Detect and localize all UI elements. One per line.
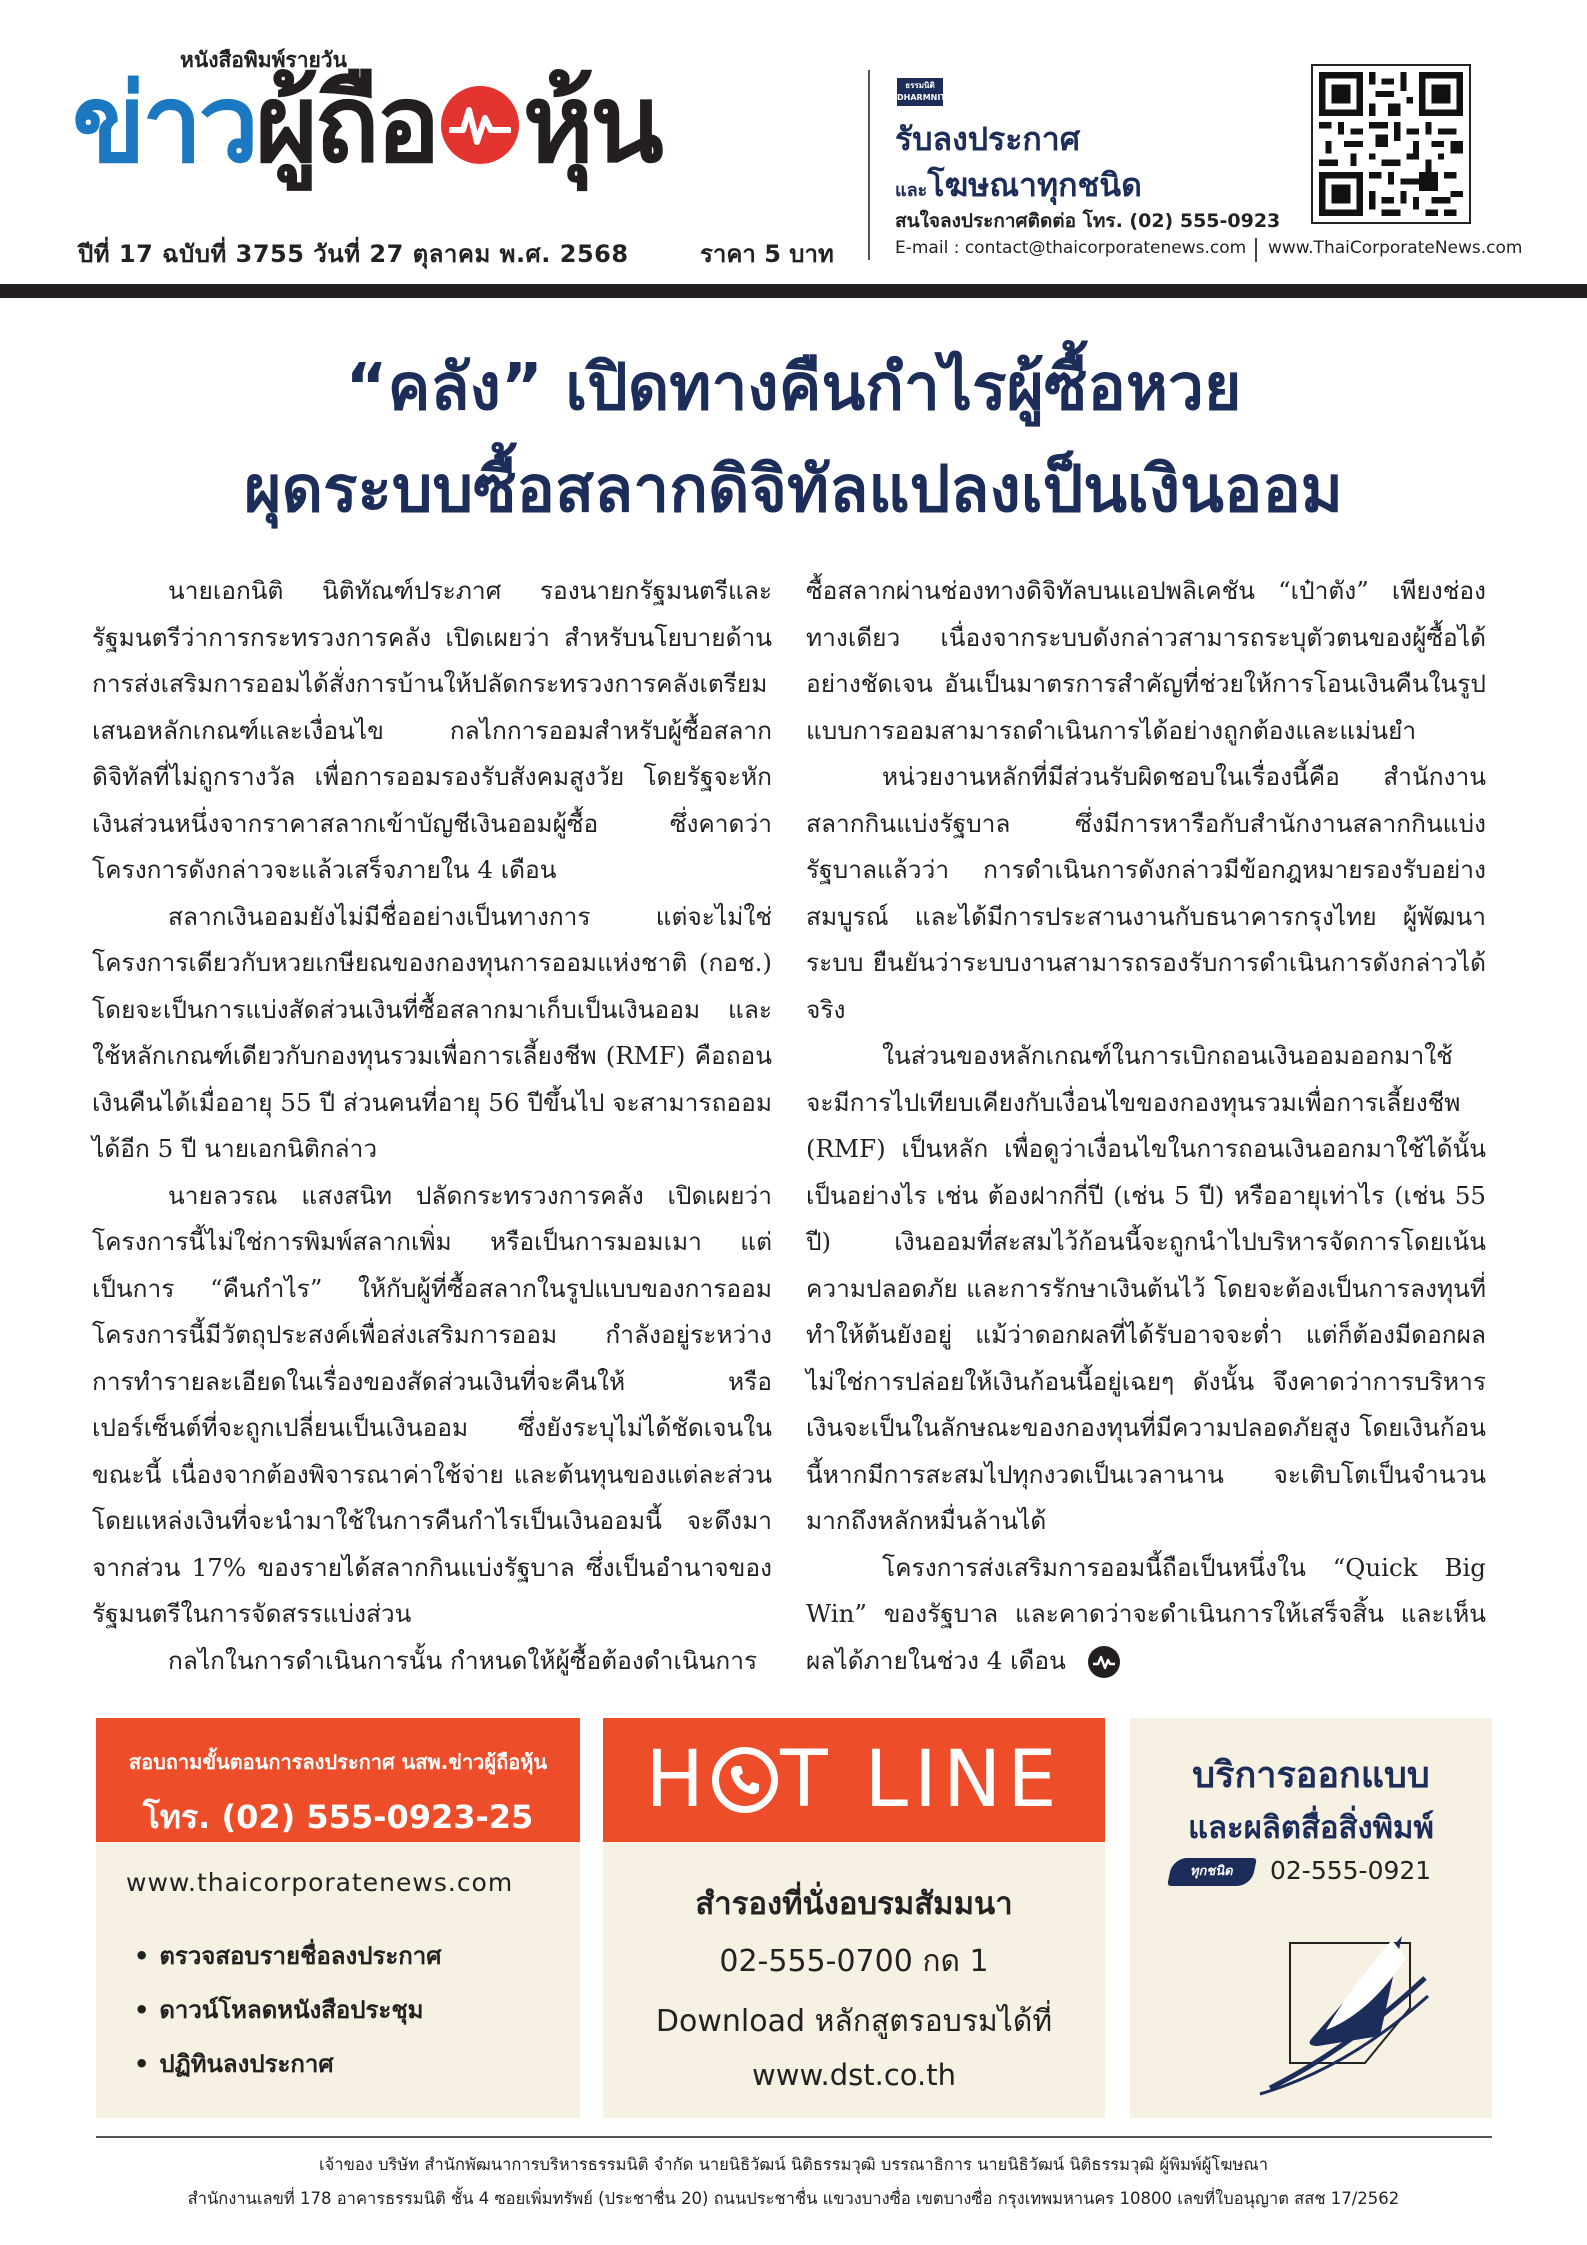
ad-service-title: รับลงประกาศ: [895, 120, 1081, 158]
masthead: [0, 0, 1587, 290]
article-final-text: โครงการส่งเสริมการออมนี้ถือเป็นหนึ่งใน “Quick Big Win” ของรัฐบาล และคาดว่าจะดำเนินการให้เสร็จสิ้น และเห็นผลได้ภายในช่วง 4 เดือน: [806, 1552, 1486, 1675]
logo-text-part1: ข่าว: [72, 61, 256, 187]
print-design-tag: ทุกชนิด: [1167, 1858, 1257, 1886]
article-paragraph: หน่วยงานหลักที่มีส่วนรับผิดชอบในเรื่องนี้คือ สำนักงานสลากกินแบ่งรัฐบาล ซึ่งมีการหารือกับสำนักงานสลากกินแบ่งรัฐบาลแล้วว่า การดำเนินการดังกล่าวมีข้อกฎหมายรองรับอย่างสมบูรณ์ และได้มีการประสานงานกับธนาคารกรุงไทย ผู้พัฒนาระบบ ยืนยันว่าระบบงานสามารถรองรับการดำเนินการดังกล่าวได้จริง: [806, 762, 1486, 1024]
hotline-letters-rest: T LINE: [780, 1735, 1063, 1825]
list-item-check-announcement: • ตรวจสอบรายชื่อลงประกาศ: [134, 1936, 441, 1975]
print-design-title: บริการออกแบบ: [1192, 1755, 1430, 1796]
printing-logo-icon: [1230, 1918, 1430, 2102]
article-column-right: [806, 568, 1486, 1684]
contact-separator: [1255, 238, 1257, 262]
masthead-rule: [0, 284, 1587, 298]
phone-icon: [712, 1747, 778, 1813]
dharmniti-logo: ธรรมนิติ DHARMNITI: [897, 78, 943, 106]
ad-box-announcement-phone[interactable]: โทร. (02) 555-0923-25: [142, 1798, 534, 1836]
newspaper-logo[interactable]: [72, 62, 660, 187]
ad-box-announcement: [96, 1718, 580, 2118]
hotline-letter-h: H: [645, 1735, 711, 1825]
footer-publisher-info: เจ้าของ บริษัท สำนักพัฒนาการบริหารธรรมนิติ จำกัด นายนิธิวัฒน์ นิติธรรมวุฒิ บรรณาธิการ นายนิธิวัฒน์ นิติธรรมวุฒิ ผู้พิมพ์ผู้โฆษณา: [319, 2155, 1268, 2174]
print-design-phone[interactable]: 02-555-0921: [1270, 1856, 1432, 1885]
footer-office-address: สำนักงานเลขที่ 178 อาคารธรรมนิติ ชั้น 4 ซอยเพิ่มทรัพย์ (ประชาชื่น 20) ถนนประชาชื่น แขวงบางซื่อ เขตบางซื่อ กรุงเทพมหานคร 10800 เลขที่ใบอนุญาต สสช 17/2562: [187, 2189, 1400, 2208]
article-paragraph: นายเอกนิติ นิติทัณฑ์ประภาศ รองนายกรัฐมนตรีและรัฐมนตรีว่าการกระทรวงการคลัง เปิดเผยว่า สำหรับนโยบายด้านการส่งเสริมการออมได้สั่งการบ้านให้ปลัดกระทรวงการคลังเตรียมเสนอหลักเกณฑ์และเงื่อนไข กลไกการออมสำหรับผู้ซื้อสลากดิจิทัลที่ไม่ถูกรางวัล เพื่อการออมรองรับสังคมสูงวัย โดยรัฐจะหักเงินส่วนหนึ่งจากราคาสลากเข้าบัญชีเงินออมผู้ซื้อ ซึ่งคาดว่าโครงการดังกล่าวจะแล้วเสร็จภายใน 4 เดือน: [92, 576, 772, 884]
logo-text-part3: หุ้น: [522, 61, 660, 187]
article-column-left: [92, 568, 772, 1684]
ad-service-and: และ: [895, 180, 928, 201]
ad-box-print-design: [1130, 1718, 1492, 2118]
ad-contact-website[interactable]: www.ThaiCorporateNews.com: [1268, 238, 1523, 258]
ad-service-all-types: โฆษณาทุกชนิด: [927, 166, 1142, 204]
article-paragraph-continuation: ซื้อสลากผ่านช่องทางดิจิทัลบนแอปพลิเคชัน “เป๋าตัง” เพียงช่องทางเดียว เนื่องจากระบบดังกล่าวสามารถระบุตัวตนของผู้ซื้อได้อย่างชัดเจน อันเป็นมาตรการสำคัญที่ช่วยให้การโอนเงินคืนในรูปแบบการออมสามารถดำเนินการได้อย่างถูกต้องและแม่นยำ: [806, 576, 1486, 745]
list-item-announcement-calendar: • ปฏิทินลงประกาศ: [134, 2044, 334, 2083]
ad-contact-phone: สนใจลงประกาศติดต่อ โทร. (02) 555-0923: [895, 210, 1281, 232]
ad-box-announcement-header: [96, 1718, 580, 1842]
ad-box-hotline: [603, 1718, 1105, 2118]
article-paragraph: สลากเงินออมยังไม่มีชื่ออย่างเป็นทางการ แต่จะไม่ใช่โครงการเดียวกับหวยเกษียณของกองทุนการออมแห่งชาติ (กอช.) โดยจะเป็นการแบ่งสัดส่วนเงินที่ซื้อสลากมาเก็บเป็นเงินออม และใช้หลักเกณฑ์เดียวกับกองทุนรวมเพื่อการเลี้ยงชีพ (RMF) คือถอนเงินคืนได้เมื่ออายุ 55 ปี ส่วนคนที่อายุ 56 ปีขึ้นไป จะสามารถออมได้อีก 5 ปี นายเอกนิติกล่าว: [92, 901, 772, 1163]
hotline-banner: [603, 1718, 1105, 1842]
ad-service-subtitle: [895, 160, 1142, 211]
article-paragraph: ในส่วนของหลักเกณฑ์ในการเบิกถอนเงินออมออกมาใช้ จะมีการไปเทียบเคียงกับเงื่อนไขของกองทุนรวมเพื่อการเลี้ยงชีพ (RMF) เป็นหลัก เพื่อดูว่าเงื่อนไขในการถอนเงินออกมาใช้ได้นั้นเป็นอย่างไร เช่น ต้องฝากกี่ปี (เช่น 5 ปี) หรืออายุเท่าไร (เช่น 55 ปี) เงินออมที่สะสมไว้ก้อนนี้จะถูกนำไปบริหารจัดการโดยเน้นความปลอดภัย และการรักษาเงินต้นไว้ โดยจะต้องเป็นการลงทุนที่ทำให้ต้นยังอยู่ แม้ว่าดอกผลที่ได้รับอาจจะต่ำ แต่ก็ต้องมีดอกผล ไม่ใช่การปล่อยให้เงินก้อนนี้อยู่เฉยๆ ดังนั้น จึงคาดว่าการบริหารเงินจะเป็นในลักษณะของกองทุนที่มีความปลอดภัยสูง โดยเงินก้อนนี้หากมีการสะสมไปทุกงวดเป็นเวลานาน จะเติบโตเป็นจำนวนมากถึงหลักหมื่นล้านได้: [806, 1041, 1486, 1535]
headline-line-2: ผุดระบบซื้อสลากดิจิทัลแปลงเป็นเงินออม: [244, 453, 1343, 527]
ad-contact-email[interactable]: E-mail : contact@thaicorporatenews.com: [895, 238, 1247, 258]
logo-text-part2: ผู้ถือ: [255, 61, 437, 187]
headline-line-1: “คลัง” เปิดทางคืนกำไรผู้ซื้อหวย: [345, 351, 1242, 425]
footer-rule: [96, 2136, 1492, 2138]
article-paragraph: นายลวรณ แสงสนิท ปลัดกระทรวงการคลัง เปิดเผยว่า โครงการนี้ไม่ใช่การพิมพ์สลากเพิ่ม หรือเป็นการมอมเมา แต่เป็นการ “คืนกำไร” ให้กับผู้ที่ซื้อสลากในรูปแบบของการออม โครงการนี้มีวัตถุประสงค์เพื่อส่งเสริมการออม กำลังอยู่ระหว่างการทำรายละเอียดในเรื่องของสัดส่วนเงินที่จะคืนให้ หรือเปอร์เซ็นต์ที่จะถูกเปลี่ยนเป็นเงินออม ซึ่งยังระบุไม่ได้ชัดเจนในขณะนี้ เนื่องจากต้องพิจารณาค่าใช้จ่าย และต้นทุนของแต่ละส่วน โดยแหล่งเงินที่จะนำมาใช้ในการคืนกำไรเป็นเงินออมนี้ จะดึงมาจากส่วน 17% ของรายได้สลากกินแบ่งรัฐบาล ซึ่งเป็นอำนาจของรัฐมนตรีในการจัดสรรแบ่งส่วน: [92, 1180, 772, 1628]
hotline-phone[interactable]: 02-555-0700 กด 1: [719, 1944, 989, 1979]
print-design-subtitle: และผลิตสื่อสิ่งพิมพ์: [1188, 1810, 1434, 1846]
article-paragraph: กลไกในการดำเนินการนั้น กำหนดให้ผู้ซื้อต้องดำเนินการ: [168, 1645, 758, 1675]
end-mark-icon: [1088, 1646, 1120, 1678]
issue-info: ปีที่ 17 ฉบับที่ 3755 วันที่ 27 ตุลาคม พ.ศ. 2568: [78, 240, 629, 268]
qr-code-icon[interactable]: [1311, 64, 1471, 224]
list-item-download-documents: • ดาวน์โหลดหนังสือประชุม: [134, 1990, 423, 2029]
ad-box-announcement-title: สอบถามขั้นตอนการลงประกาศ นสพ.ข่าวผู้ถือหุ้น: [128, 1750, 548, 1774]
hotline-website[interactable]: www.dst.co.th: [752, 2058, 956, 2092]
stock-chart-icon: [441, 86, 519, 164]
masthead-tagline: หนังสือพิมพ์รายวัน: [180, 48, 347, 72]
price-label: ราคา 5 บาท: [700, 240, 834, 268]
article-paragraph-final: [806, 1545, 1486, 1685]
ad-box-announcement-website[interactable]: www.thaicorporatenews.com: [126, 1868, 514, 1897]
masthead-divider: [868, 70, 870, 260]
hotline-download-text: Download หลักสูตรอบรมได้ที่: [655, 2004, 1053, 2039]
hotline-seminar-booking: สำรองที่นั่งอบรมสัมมนา: [695, 1886, 1013, 1922]
